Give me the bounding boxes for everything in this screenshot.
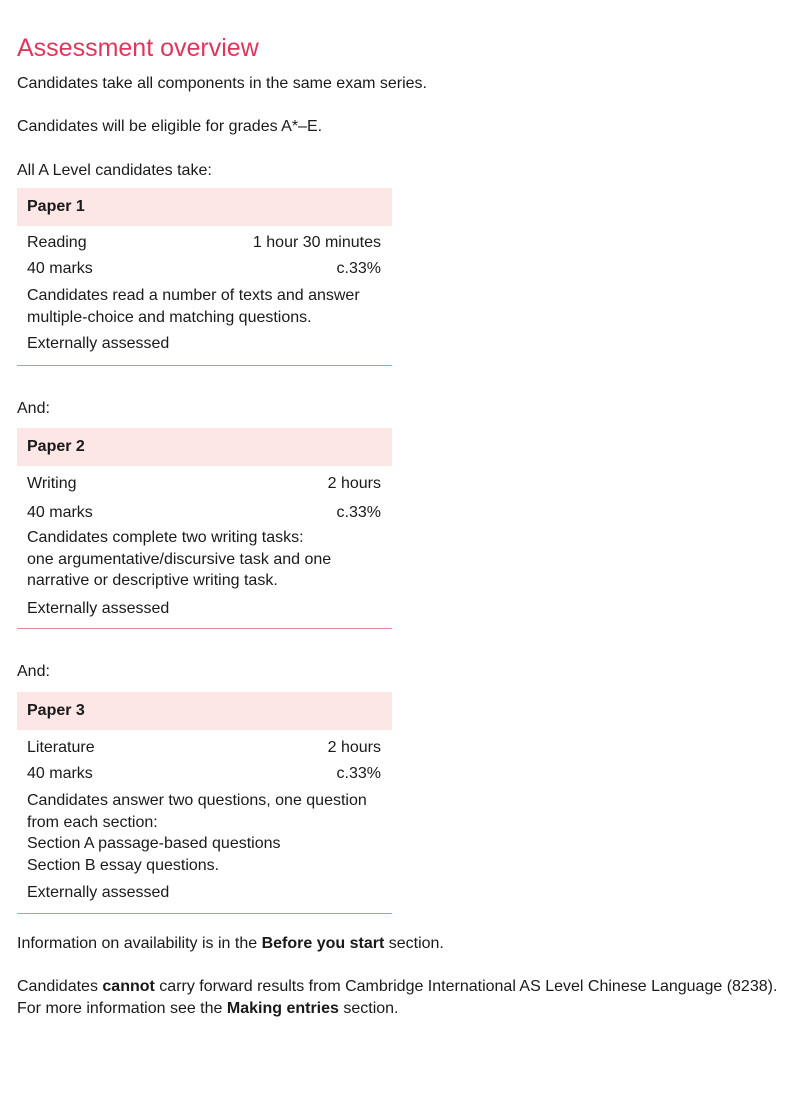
paper-3-weighting: c.33% bbox=[336, 765, 381, 782]
paper-3-description-line: from each section: bbox=[27, 813, 158, 831]
intro-exam-series: Candidates take all components in the same exam series. bbox=[17, 75, 427, 92]
carry-forward-text: Candidates bbox=[17, 978, 103, 995]
page-title: Assessment overview bbox=[17, 34, 259, 62]
paper-2-assessment: Externally assessed bbox=[27, 600, 170, 617]
paper-2-component-row bbox=[27, 474, 381, 494]
paper-1-marks: 40 marks bbox=[27, 260, 93, 277]
paper-3-description-line: Section A passage-based questions bbox=[27, 835, 281, 852]
paper-3-description-line: Section B essay questions. bbox=[27, 856, 220, 874]
paper-3-marks: 40 marks bbox=[27, 765, 93, 782]
paper-1-card bbox=[17, 188, 392, 365]
paper-3-component: Literature bbox=[27, 739, 95, 756]
paper-2-description-line: Candidates complete two writing tasks: bbox=[27, 529, 304, 546]
paper-2-weighting: c.33% bbox=[336, 504, 381, 521]
paper-2-heading: Paper 2 bbox=[17, 428, 392, 466]
paper-1-description bbox=[27, 285, 384, 328]
more-info-text-end: section. bbox=[338, 1000, 399, 1017]
intro-all-candidates: All A Level candidates take: bbox=[17, 162, 212, 179]
carry-forward-note bbox=[17, 976, 777, 998]
paper-3-body bbox=[17, 730, 392, 914]
paper-1-assessment: Externally assessed bbox=[27, 335, 170, 352]
making-entries-ref: Making entries bbox=[226, 1000, 339, 1017]
paper-2-description bbox=[27, 527, 384, 592]
availability-text-end: section. bbox=[384, 935, 444, 952]
paper-3-description bbox=[27, 790, 384, 876]
paper-1-component: Reading bbox=[27, 234, 87, 251]
paper-2-component: Writing bbox=[27, 475, 77, 492]
paper-2-marks: 40 marks bbox=[27, 504, 93, 521]
paper-2-body bbox=[17, 466, 392, 629]
paper-1-heading: Paper 1 bbox=[17, 188, 392, 226]
and-label-2: And: bbox=[17, 663, 50, 680]
paper-2-duration: 2 hours bbox=[327, 475, 381, 492]
cannot-emphasis: cannot bbox=[102, 978, 155, 995]
paper-3-description-line: Candidates answer two questions, one question bbox=[27, 792, 367, 809]
paper-3-marks-row bbox=[27, 764, 381, 784]
paper-1-marks-row bbox=[27, 259, 381, 279]
paper-1-duration: 1 hour 30 minutes bbox=[252, 234, 381, 251]
paper-1-description-line: Candidates read a number of texts and answer bbox=[27, 287, 360, 304]
paper-3-card bbox=[17, 692, 392, 914]
paper-2-description-line: narrative or descriptive writing task. bbox=[27, 572, 278, 589]
before-you-start-ref: Before you start bbox=[261, 935, 385, 952]
availability-note bbox=[17, 933, 444, 955]
paper-1-description-line: multiple-choice and matching questions. bbox=[27, 308, 312, 326]
paper-3-duration: 2 hours bbox=[327, 739, 381, 756]
more-info-text: For more information see the bbox=[17, 1000, 227, 1017]
paper-3-component-row bbox=[27, 738, 381, 758]
paper-1-body bbox=[17, 226, 392, 366]
paper-3-assessment: Externally assessed bbox=[27, 884, 170, 901]
paper-2-description-line: one argumentative/discursive task and one bbox=[27, 550, 332, 568]
paper-1-component-row bbox=[27, 233, 381, 253]
more-info-note bbox=[17, 998, 399, 1020]
intro-grades: Candidates will be eligible for grades A*–E. bbox=[17, 118, 323, 135]
paper-2-marks-row bbox=[27, 503, 381, 523]
availability-text: Information on availability is in the bbox=[17, 935, 262, 952]
paper-1-weighting: c.33% bbox=[336, 260, 381, 277]
paper-2-card bbox=[17, 428, 392, 629]
and-label-1: And: bbox=[17, 400, 50, 417]
carry-forward-text-end: carry forward results from Cambridge International AS Level Chinese Language (8238). bbox=[154, 978, 778, 995]
paper-3-heading: Paper 3 bbox=[17, 692, 392, 730]
